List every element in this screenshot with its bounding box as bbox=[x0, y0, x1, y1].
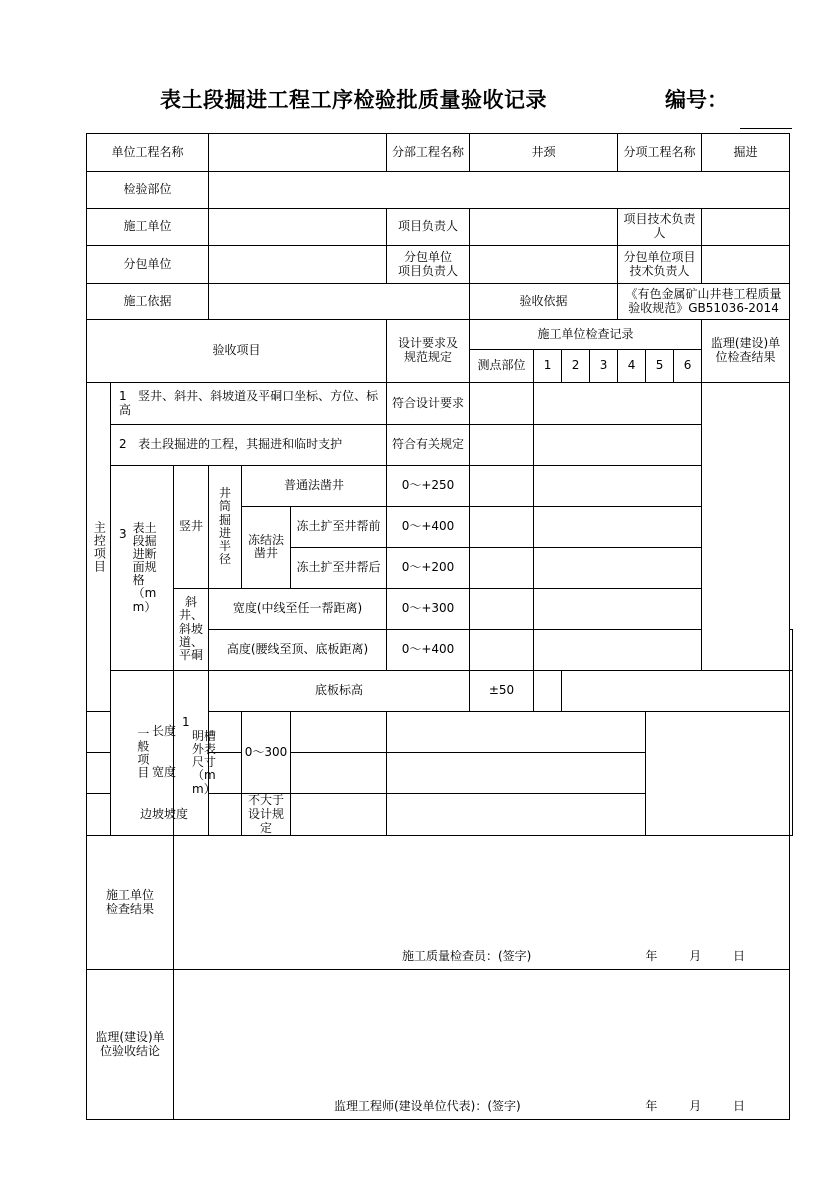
shaft-radius-label: 井筒掘进半径 bbox=[209, 466, 242, 589]
normal-sinking-point[interactable] bbox=[470, 466, 534, 507]
project-manager-label: 项目负责人 bbox=[387, 209, 470, 246]
subcontractor-label: 分包单位 bbox=[87, 246, 209, 284]
length-point[interactable] bbox=[291, 712, 387, 753]
floor-elevation-label: 底板标高 bbox=[209, 671, 470, 712]
length-label: 长度 bbox=[87, 712, 242, 753]
basis-label: 施工依据 bbox=[87, 284, 209, 320]
constructor-label: 施工单位 bbox=[87, 209, 209, 246]
incline-width-record[interactable] bbox=[534, 589, 702, 630]
sub-manager-label: 分包单位 项目负责人 bbox=[387, 246, 470, 284]
normal-sinking-record[interactable] bbox=[534, 466, 702, 507]
main-item-1-record[interactable] bbox=[534, 383, 702, 425]
point-5: 5 bbox=[646, 350, 674, 383]
main-control-supervision[interactable] bbox=[702, 383, 790, 671]
main-item-2-record[interactable] bbox=[534, 425, 702, 466]
main-item-1-req: 符合设计要求 bbox=[387, 383, 470, 425]
supervisor-result-area[interactable] bbox=[174, 970, 790, 1120]
before-expand-point[interactable] bbox=[470, 507, 534, 548]
freeze-sinking-label: 冻结法凿井 bbox=[242, 507, 291, 589]
item-project-value[interactable]: 掘进 bbox=[702, 134, 790, 172]
standard-text: 《有色金属矿山井巷工程质量验收规范》GB51036-2014 bbox=[618, 284, 790, 320]
before-expand-req: 0～+400 bbox=[387, 507, 470, 548]
normal-sinking-label: 普通法凿井 bbox=[242, 466, 387, 507]
supervision-header: 监理(建设)单 位检查结果 bbox=[702, 320, 790, 383]
slope-point[interactable] bbox=[291, 794, 387, 836]
width-record[interactable] bbox=[387, 753, 646, 794]
slope-req: 不大于设计规定 bbox=[242, 794, 291, 836]
constructor-signer: 施工质量检查员：(签字) bbox=[402, 948, 532, 963]
main-item-1-point[interactable] bbox=[470, 383, 534, 425]
incline-height-record[interactable] bbox=[534, 630, 702, 671]
main-item-2-point[interactable] bbox=[470, 425, 534, 466]
constructor-date: 年 月 日 bbox=[645, 948, 760, 963]
incline-height-req: 0～+400 bbox=[387, 630, 470, 671]
length-width-req: 0～300 bbox=[242, 712, 291, 794]
incline-width-req: 0～+300 bbox=[387, 589, 470, 630]
supervisor-date: 年 月 日 bbox=[645, 1098, 760, 1113]
main-item-2-req: 符合有关规定 bbox=[387, 425, 470, 466]
point-2: 2 bbox=[562, 350, 590, 383]
sub-tech-manager-label: 分包单位项目 技术负责人 bbox=[618, 246, 702, 284]
floor-elevation-record[interactable] bbox=[562, 671, 790, 712]
general-supervision[interactable] bbox=[790, 671, 793, 836]
general-label: 一般项目 bbox=[111, 671, 174, 836]
check-record-header: 施工单位检查记录 bbox=[470, 320, 702, 350]
sub-project-label: 分部工程名称 bbox=[387, 134, 470, 172]
before-expand-record[interactable] bbox=[534, 507, 702, 548]
project-manager-value[interactable] bbox=[470, 209, 618, 246]
sub-project-value[interactable]: 井颈 bbox=[470, 134, 618, 172]
width-label: 宽度 bbox=[87, 753, 242, 794]
inspect-location-label: 检验部位 bbox=[87, 172, 209, 209]
unit-project-value[interactable] bbox=[209, 134, 387, 172]
point-1: 1 bbox=[534, 350, 562, 383]
slope-label: 边坡坡度 bbox=[87, 794, 242, 836]
inspect-location-value[interactable] bbox=[209, 172, 790, 209]
items-header: 验收项目 bbox=[87, 320, 387, 383]
point-4: 4 bbox=[618, 350, 646, 383]
incline-height-label: 高度(腰线至顶、底板距离) bbox=[209, 630, 387, 671]
unit-project-label: 单位工程名称 bbox=[87, 134, 209, 172]
incline-width-point[interactable] bbox=[470, 589, 534, 630]
tech-manager-label: 项目技术负责人 bbox=[618, 209, 702, 246]
acceptance-basis-label: 验收依据 bbox=[470, 284, 618, 320]
main-item-3: 3 表土段掘进断面规格（mm） bbox=[111, 466, 174, 671]
floor-elevation-req: ±50 bbox=[470, 671, 534, 712]
width-point[interactable] bbox=[291, 753, 387, 794]
shaft-label: 竖井 bbox=[174, 466, 209, 589]
point-3: 3 bbox=[590, 350, 618, 383]
page-title: 表土段掘进工程工序检验批质量验收记录 bbox=[160, 88, 547, 112]
supervisor-signer: 监理工程师(建设单位代表)：(签字) bbox=[334, 1098, 521, 1113]
incline-width-label: 宽度(中线至任一帮距离) bbox=[209, 589, 387, 630]
main-item-2: 2 表土段掘进的工程，其掘进和临时支护 bbox=[111, 425, 387, 466]
sub-manager-value[interactable] bbox=[470, 246, 618, 284]
sub-tech-manager-value[interactable] bbox=[702, 246, 790, 284]
incline-label: 斜井、斜坡道、平硐 bbox=[174, 589, 209, 671]
item-project-label: 分项工程名称 bbox=[618, 134, 702, 172]
tech-manager-value[interactable] bbox=[702, 209, 790, 246]
serial-number-label: 编号： bbox=[665, 88, 728, 112]
subcontractor-value[interactable] bbox=[209, 246, 387, 284]
serial-number-field[interactable] bbox=[740, 128, 792, 129]
inspection-form-table bbox=[86, 133, 793, 1120]
incline-height-supervision[interactable] bbox=[790, 630, 793, 671]
before-expand-label: 冻土扩至井帮前 bbox=[291, 507, 387, 548]
supervisor-result-label: 监理(建设)单 位验收结论 bbox=[87, 970, 174, 1120]
constructor-result-label: 施工单位 检查结果 bbox=[87, 836, 174, 970]
constructor-value[interactable] bbox=[209, 209, 387, 246]
point-header: 测点部位 bbox=[470, 350, 534, 383]
floor-elevation-point[interactable] bbox=[534, 671, 562, 712]
point-6: 6 bbox=[674, 350, 702, 383]
main-item-1: 1 竖井、斜井、斜坡道及平硐口坐标、方位、标高 bbox=[111, 383, 387, 425]
design-req-header: 设计要求及 规范规定 bbox=[387, 320, 470, 383]
after-expand-req: 0～+200 bbox=[387, 548, 470, 589]
main-control-label: 主控项目 bbox=[87, 383, 111, 712]
normal-sinking-req: 0～+250 bbox=[387, 466, 470, 507]
after-expand-point[interactable] bbox=[470, 548, 534, 589]
basis-value[interactable] bbox=[209, 284, 470, 320]
slope-record[interactable] bbox=[387, 794, 646, 836]
incline-height-point[interactable] bbox=[470, 630, 534, 671]
constructor-result-area[interactable] bbox=[174, 836, 790, 970]
general-item-1: 1 明槽外表尺寸（mm） bbox=[174, 671, 209, 836]
after-expand-record[interactable] bbox=[534, 548, 702, 589]
after-expand-label: 冻土扩至井帮后 bbox=[291, 548, 387, 589]
length-record[interactable] bbox=[387, 712, 646, 753]
